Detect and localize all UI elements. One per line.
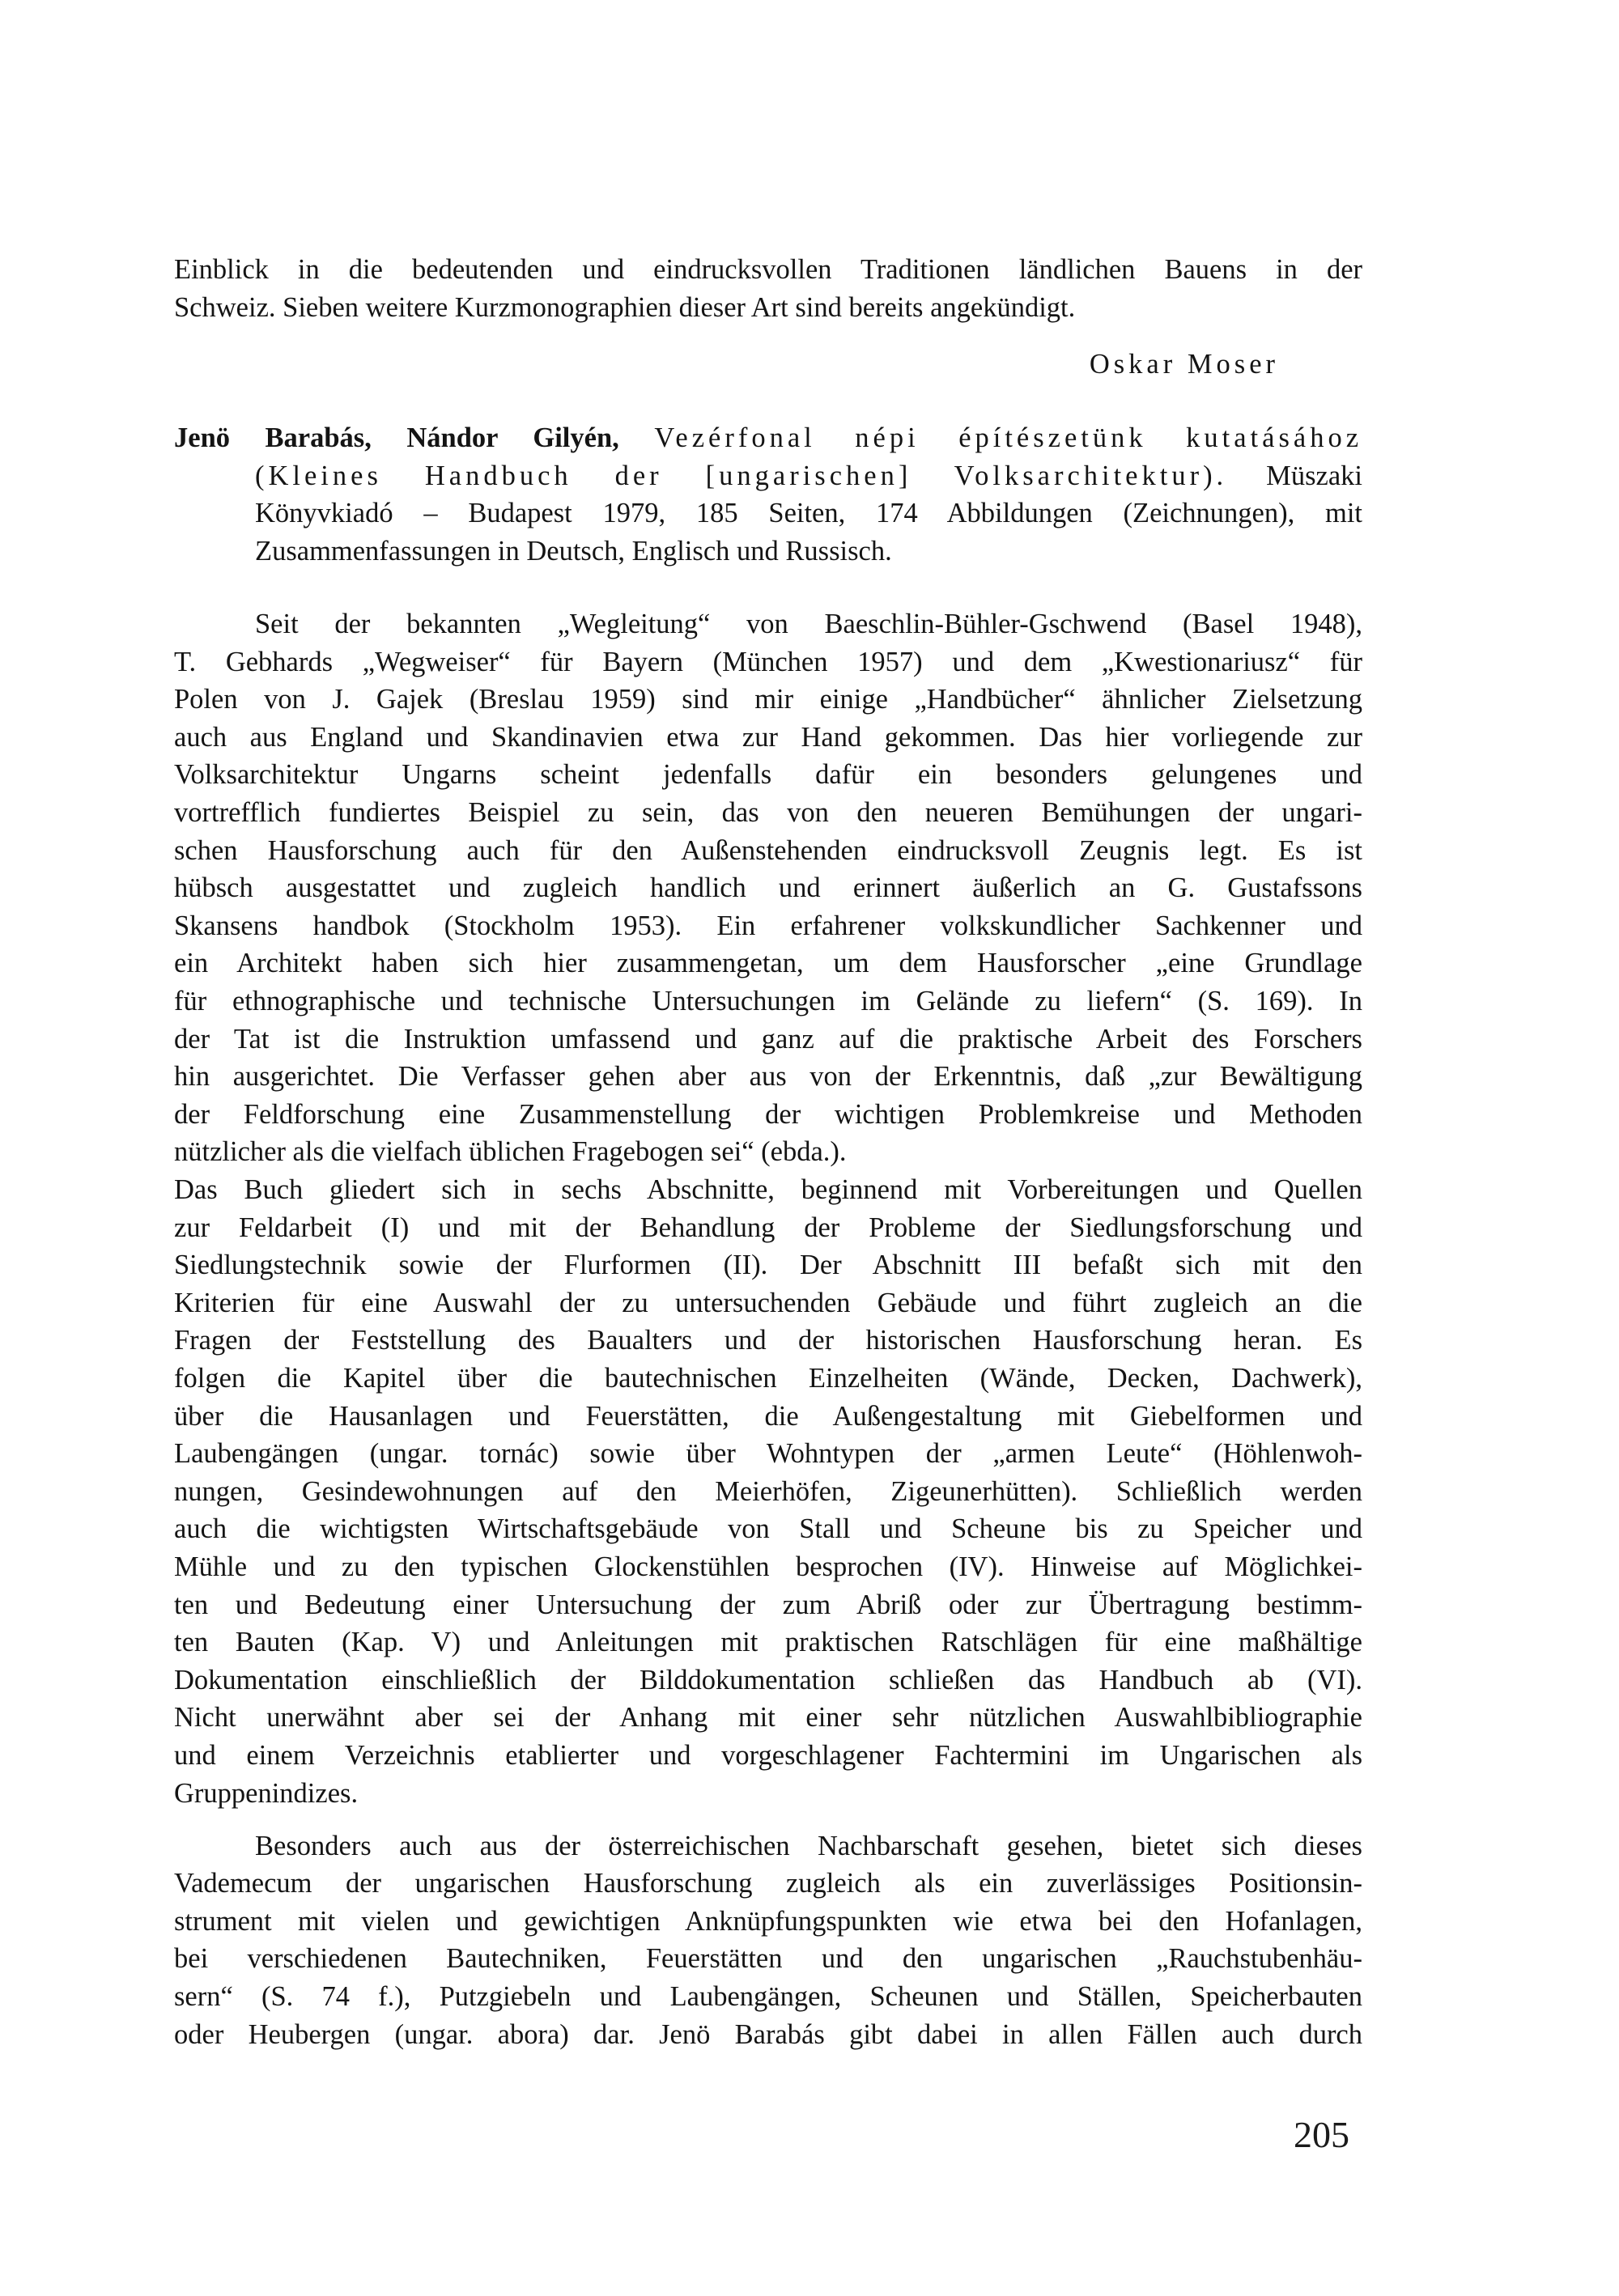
paragraph-line: über die Hausanlagen und Feuerstätten, die Außengestaltung mit Giebelformen und [174,1401,1362,1432]
paragraph-line: Besonders auch aus der österreichischen Nachbarschaft gesehen, bietet sich dieses [255,1831,1362,1861]
paragraph-line: Laubengängen (ungar. tornác) sowie über Wohntypen der „armen Leute“ (Höhlenwoh- [174,1438,1362,1469]
paragraph-line: und einem Verzeichnis etablierter und vorgeschlagener Fachtermini im Ungarischen als [174,1740,1362,1771]
review-heading-line-2 [255,460,1362,492]
paragraph-line: hübsch ausgestattet und zugleich handlich und erinnert äußerlich an G. Gustafssons [174,872,1362,903]
paragraph-line: Volksarchitektur Ungarns scheint jedenfalls dafür ein besonders gelungenes und [174,759,1362,790]
paragraph-line: Vademecum der ungarischen Hausforschung zugleich als ein zuverlässiges Positionsin- [174,1868,1362,1899]
paragraph-line: ten und Bedeutung einer Untersuchung der zum Abriß oder zur Übertragung bestimm- [174,1589,1362,1620]
paragraph-line: oder Heubergen (ungar. abora) dar. Jenö Barabás gibt dabei in allen Fällen auch durch [174,2019,1362,2050]
paragraph-line: nungen, Gesindewohnungen auf den Meierhöfen, Zigeunerhütten). Schließlich werden [174,1476,1362,1507]
paragraph-line: ten Bauten (Kap. V) und Anleitungen mit praktischen Ratschlägen für eine maßhältige [174,1627,1362,1657]
paragraph-line: Nicht unerwähnt aber sei der Anhang mit einer sehr nützlichen Auswahlbibliographie [174,1702,1362,1733]
paragraph-line: nützlicher als die vielfach üblichen Fragebogen sei“ (ebda.). [174,1136,847,1167]
bib-line: Zusammenfassungen in Deutsch, Englisch und Russisch. [255,536,892,567]
reviewer-signature: Oskar Moser [1089,349,1279,380]
paragraph-line: sern“ (S. 74 f.), Putzgiebeln und Laubengängen, Scheunen und Ställen, Speicherbauten [174,1981,1362,2012]
review-title-german: (Kleines Handbuch der [ungarischen] Volksarchitektur). [255,460,1228,491]
paragraph-line: auch die wichtigsten Wirtschaftsgebäude von Stall und Scheune bis zu Speicher und [174,1513,1362,1544]
paragraph-line: Fragen der Feststellung des Baualters und der historischen Hausforschung heran. Es [174,1325,1362,1356]
paragraph-line: zur Feldarbeit (I) und mit der Behandlung der Probleme der Siedlungsforschung und [174,1212,1362,1243]
paragraph-line: hin ausgerichtet. Die Verfasser gehen aber aus von der Erkenntnis, daß „zur Bewältigung [174,1061,1362,1092]
paragraph-line: Gruppenindizes. [174,1778,359,1809]
paragraph-line: Polen von J. Gajek (Breslau 1959) sind mir einige „Handbücher“ ähnlicher Zielsetzung [174,684,1362,715]
publisher: Müszaki [1266,460,1362,491]
review-heading-line-1 [174,422,1362,454]
paragraph-line: ein Architekt haben sich hier zusammengetan, um dem Hausforscher „eine Grundlage [174,948,1362,978]
paragraph-line: strument mit vielen und gewichtigen Anknüpfungspunkten wie etwa bei den Hofanlagen, [174,1906,1362,1937]
paragraph-line: der Feldforschung eine Zusammenstellung der wichtigen Problemkreise und Methoden [174,1099,1362,1130]
paragraph-line: Mühle und zu den typischen Glockenstühlen besprochen (IV). Hinweise auf Möglichkei- [174,1551,1362,1582]
paragraph-line: T. Gebhards „Wegweiser“ für Bayern (München 1957) und dem „Kwestionariusz“ für [174,647,1362,677]
review-authors: Jenö Barabás, Nándor Gilyén, [174,422,619,453]
paragraph-line: auch aus England und Skandinavien etwa zur Hand gekommen. Das hier vorliegende zur [174,722,1362,753]
text-line: Einblick in die bedeutenden und eindrucksvollen Traditionen ländlichen Bauens in der [174,254,1362,285]
bib-line: Könyvkiadó – Budapest 1979, 185 Seiten, 174 Abbildungen (Zeichnungen), mit [255,498,1362,528]
paragraph-line: vortrefflich fundiertes Beispiel zu sein, das von den neueren Bemühungen der ungari- [174,797,1362,828]
paragraph-line: Siedlungstechnik sowie der Flurformen (II). Der Abschnitt III befaßt sich mit den [174,1250,1362,1280]
paragraph-line: für ethnographische und technische Untersuchungen im Gelände zu liefern“ (S. 169). In [174,986,1362,1016]
page-number: 205 [1294,2114,1349,2155]
paragraph-line: bei verschiedenen Bautechniken, Feuerstätten und den ungarischen „Rauchstubenhäu- [174,1943,1362,1974]
paragraph-line: Skansens handbok (Stockholm 1953). Ein erfahrener volkskundlicher Sachkenner und [174,910,1362,941]
paragraph-line: Kriterien für eine Auswahl der zu untersuchenden Gebäude und führt zugleich an die [174,1288,1362,1318]
paragraph-line: schen Hausforschung auch für den Außenstehenden eindrucksvoll Zeugnis legt. Es ist [174,835,1362,866]
paragraph-line: der Tat ist die Instruktion umfassend und ganz auf die praktische Arbeit des Forschers [174,1024,1362,1055]
paragraph-line: folgen die Kapitel über die bautechnischen Einzelheiten (Wände, Decken, Dachwerk), [174,1363,1362,1394]
paragraph-line: Seit der bekannten „Wegleitung“ von Baeschlin-Bühler-Gschwend (Basel 1948), [255,609,1362,639]
text-line: Schweiz. Sieben weitere Kurzmonographien dieser Art sind bereits angekündigt. [174,292,1076,323]
paragraph-line: Dokumentation einschließlich der Bilddokumentation schließen das Handbuch ab (VI). [174,1665,1362,1695]
review-title-hungarian: Vezérfonal népi építészetünk kutatásához [654,422,1363,453]
paragraph-line: Das Buch gliedert sich in sechs Abschnitte, beginnend mit Vorbereitungen und Quellen [174,1174,1362,1205]
